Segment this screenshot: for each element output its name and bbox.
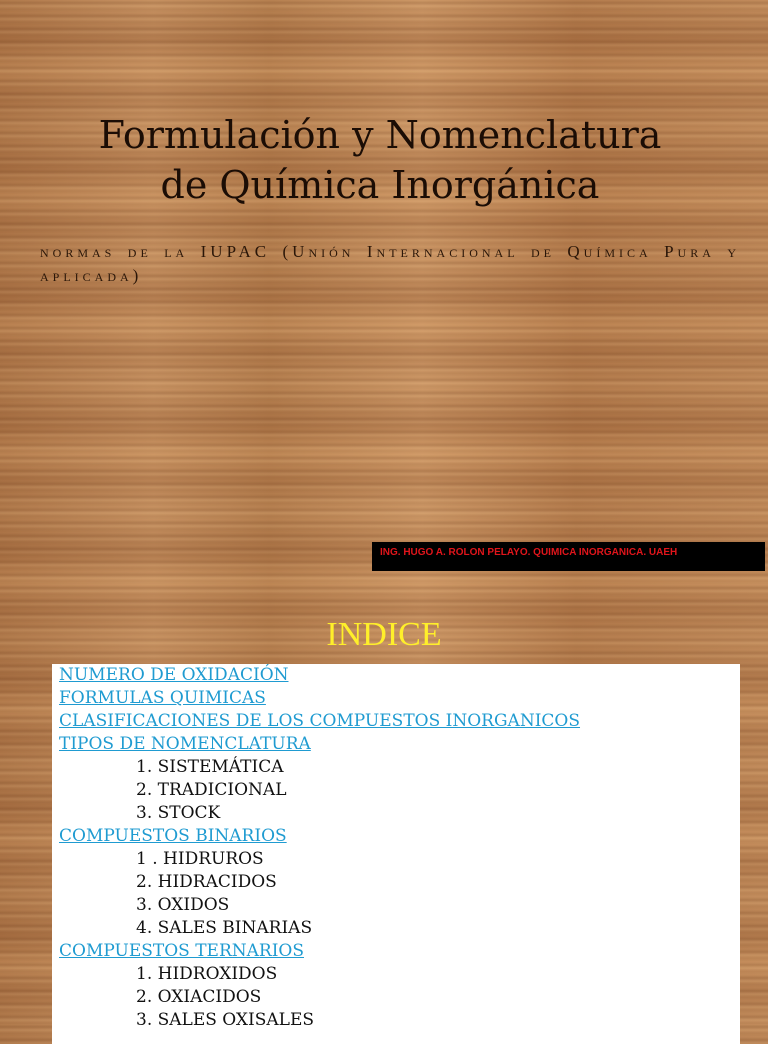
- index-subitem: 3. OXIDOS: [136, 895, 230, 915]
- index-subitem: 1 . HIDRUROS: [136, 849, 264, 869]
- index-subitem: 2. HIDRACIDOS: [136, 872, 277, 892]
- index-link[interactable]: NUMERO DE OXIDACIÓN: [59, 665, 289, 685]
- index-subitem: 3. STOCK: [136, 803, 221, 823]
- index-slide: [0, 600, 768, 1030]
- index-subitem: 1. HIDROXIDOS: [136, 964, 278, 984]
- index-subitem: 2. OXIACIDOS: [136, 987, 262, 1007]
- index-link[interactable]: COMPUESTOS BINARIOS: [59, 826, 287, 846]
- author-banner: ING. HUGO A. ROLON PELAYO. QUIMICA INORGANICA. UAEH: [372, 542, 765, 571]
- index-link[interactable]: COMPUESTOS TERNARIOS: [59, 941, 304, 961]
- title-line-2: de Química Inorgánica: [160, 163, 600, 207]
- index-title: INDICE: [326, 616, 442, 653]
- index-link[interactable]: CLASIFICACIONES DE LOS COMPUESTOS INORGANICOS: [59, 711, 581, 731]
- title-line-1: Formulación y Nomenclatura: [98, 113, 662, 157]
- index-link[interactable]: FORMULAS QUIMICAS: [59, 688, 266, 708]
- index-list: [59, 664, 580, 1032]
- index-subitem: 2. TRADICIONAL: [136, 780, 287, 800]
- slide-title: [60, 110, 700, 210]
- index-subitem: 4. SALES BINARIAS: [136, 918, 313, 938]
- index-panel: [52, 664, 740, 1044]
- index-subitem: 1. SISTEMÁTICA: [136, 757, 284, 777]
- index-subitem: 3. SALES OXISALES: [136, 1010, 315, 1030]
- slide-subtitle: normas de la IUPAC (Unión Internacional de Química Pura y aplicada): [40, 242, 740, 285]
- index-link[interactable]: TIPOS DE NOMENCLATURA: [59, 734, 311, 754]
